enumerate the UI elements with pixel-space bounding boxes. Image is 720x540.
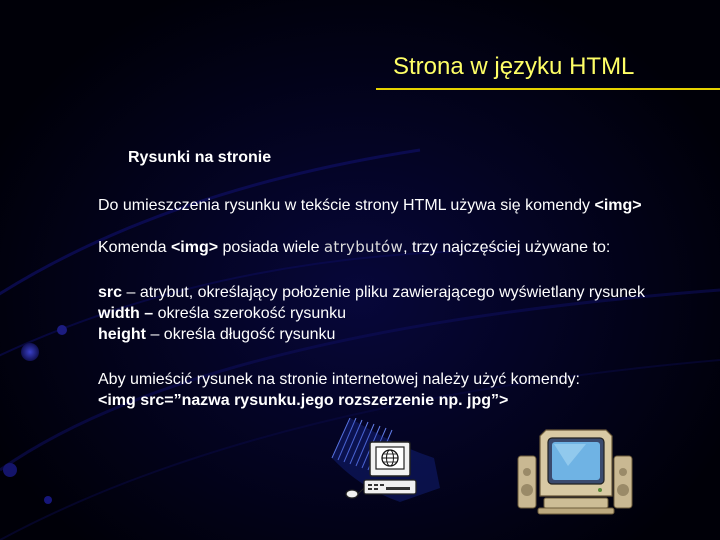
attribute-name: src	[98, 284, 123, 301]
attributes-word: atrybutów	[323, 238, 404, 256]
paragraph-text: posiada wiele	[218, 239, 324, 256]
attribute-src	[98, 283, 645, 303]
decor-dot	[21, 343, 39, 361]
attribute-name: width	[98, 305, 140, 322]
globe-icon	[382, 450, 398, 466]
decor-dot	[44, 496, 52, 504]
paragraph-text: Komenda	[98, 239, 171, 256]
attribute-desc: – atrybut, określający położenie pliku zawierającego wyświetlany rysunek	[122, 284, 645, 301]
monitor-clipart-icon	[516, 426, 638, 518]
decor-dot	[3, 463, 17, 477]
paragraph-img-command	[98, 196, 642, 216]
paragraph-text: , trzy najczęściej używane to:	[403, 239, 611, 256]
attribute-height	[98, 325, 335, 345]
attribute-width	[98, 304, 346, 324]
paragraph-attributes-intro	[98, 237, 610, 258]
attribute-name: height	[98, 326, 146, 343]
paragraph-insert-image: Aby umieścić rysunek na stronie internetowej należy użyć komendy:	[98, 371, 580, 388]
computer-clipart-icon	[330, 418, 442, 504]
img-src-code: <img src=”nazwa rysunku.jego rozszerzenie np. jpg”>	[98, 392, 509, 409]
title-underline	[376, 88, 720, 90]
paragraph-text: Do umieszczenia rysunku w tekście strony HTML używa się komendy	[98, 197, 595, 214]
attribute-desc: – określa długość rysunku	[146, 326, 336, 343]
decor-dot	[57, 325, 67, 335]
img-tag-code: <img>	[594, 197, 642, 214]
attribute-desc: określa szerokość rysunku	[157, 305, 347, 322]
img-tag-code: <img>	[170, 239, 219, 256]
attribute-separator: –	[139, 305, 158, 322]
section-heading: Rysunki na stronie	[128, 149, 272, 166]
slide-title: Strona w języku HTML	[393, 53, 635, 80]
